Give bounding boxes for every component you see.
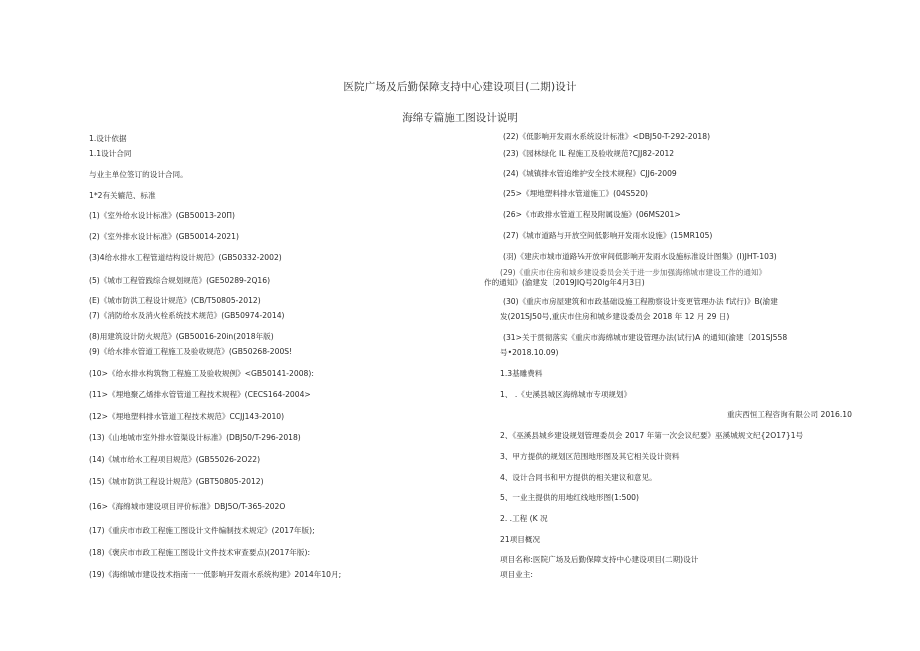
- reference-item: (17)《重庆市市政工程施工图设计文件编制技术规定》(2017年版);: [89, 526, 315, 535]
- reference-item: (31>关于贯彻落实《重庆市海绵城市建设管理办法(试行)A 的通知(渝建〔201SJ558: [503, 333, 788, 342]
- list-item: 1、 .《史溪县城区海绵城市专项规划》: [500, 390, 632, 399]
- reference-item: 发(201SJ50号,重庆市住房和城乡建设委员会 2018 年 12 月 29 日): [500, 312, 730, 321]
- reference-item: (30)《重庆市房屋建筑和市政基础设施工程勘察设计变更管理办法 f试行)》B(渝建: [503, 297, 778, 306]
- reference-item: (19)《海绵城市建设技术指南一一低影响开发雨水系统构建》2014年10月;: [89, 570, 342, 579]
- reference-item: (15)《城市防洪工程设计规范》(GBT50805-2012): [89, 477, 264, 486]
- reference-item: (13)《山地城市室外排水管渠设计标准》(DBJ50/T-296-2018): [89, 433, 301, 442]
- list-item: 5、一业主提供的用地红线地形图(1:500): [500, 493, 639, 502]
- reference-item: (5)《城市工程管践综合规划规范》(GE50289-2Q16): [89, 276, 271, 285]
- reference-item: (3)4给水排水工程管道结构设计规范》(GB50332-2002): [89, 253, 282, 262]
- reference-item: (1)《室外给水设计标准》(GB50013-20Π): [89, 211, 235, 220]
- reference-item: (2)《室外排水设计标准》(GB50014-2021): [89, 232, 239, 241]
- list-item: 4、设计合同书和甲方提供的相关建议和意见。: [500, 473, 657, 482]
- reference-item: (12>《埋地塑料排水管道工程技术规范》CCJJ143-2010): [89, 412, 285, 421]
- reference-item: (7)《消防给水及消火栓系统技术规范》(GB50974-2014): [89, 311, 285, 320]
- document-title: 医院广场及后勤保障支持中心建设项目(二期)设计: [343, 81, 577, 93]
- reference-item: (E)《城市防洪工程设计规范》(CB/T50805-2012): [89, 296, 261, 305]
- reference-item: (8)用建筑设计防火规范》(GB50016-20in(2018年版): [89, 332, 274, 341]
- list-item-source: 重庆西恒工程咨询有限公司 2016.10: [727, 410, 852, 419]
- clipped-line-container: [500, 570, 800, 578]
- subsection-heading: 21项目概况: [500, 535, 541, 544]
- reference-item: (29)《重庆市住房和城乡建设委员会关于进一步加强海绵城市建设工作的通知》: [500, 268, 767, 277]
- reference-item: 号•2018.10.09): [500, 348, 559, 357]
- list-item: 3、甲方提供的规划区范围地形图及其它相关设计资料: [500, 452, 680, 461]
- reference-item: (23)《园林绿化 IL 程施工及验收规范?CJJ82-2012: [503, 149, 675, 158]
- document-subtitle: 海绵专篇施工图设计说明: [402, 112, 518, 124]
- reference-item: (25>《埋地塑料排水管道施工》(04S520): [503, 189, 649, 198]
- reference-item: (羽)《建庆市城市道路⅛开放审间低影响开发雨水设施标准设计图集》(I)JHT-103): [503, 252, 777, 261]
- reference-item: (26>《市政排水管道工程及附属设施》(06MS201>: [503, 210, 681, 219]
- reference-item: (18)《褒庆市市政工程施工图设计文件技术审查要点)(2017年版):: [89, 548, 311, 557]
- list-item: 2、《巫溪县城乡建设规划管理委员会 2017 年第一次会议纪要》巫溪城规文纪{2O17}1号: [500, 431, 804, 440]
- reference-item: (24)《城镇排水管追维护安全技术规程》CJJ6-2009: [503, 169, 677, 178]
- reference-item: (14)《城市给水工程项目规范》(GB55026-2O22): [89, 455, 261, 464]
- reference-item: 作的通知》(渝建发〔2019JIQ号20lg年4月3日): [484, 278, 645, 287]
- section-heading: 2. .工程 (K 况: [500, 514, 548, 523]
- reference-item: (22)《低影响开发雨水系统设计标准》<DBJ50-T-292-2018): [503, 132, 711, 141]
- project-owner: 项目业主:: [500, 570, 533, 579]
- subsection-heading: 1.3基雕费料: [500, 369, 543, 378]
- reference-item: (11>《埋地聚乙烯排水管管道工程技术规程》(CECS164-2004>: [89, 390, 311, 399]
- reference-item: (9)《给水排水管道工程施工及验收规范》(GB50268-200S!: [89, 347, 293, 356]
- text-line: 与业主单位签订的设计合同。: [89, 170, 188, 179]
- reference-item: (27)《城市道路与开放空间低影响开发雨水设施》(15MR105): [503, 231, 713, 240]
- section-heading: 1.设计依据: [89, 134, 127, 143]
- subsection-heading: 1.1设计合同: [89, 149, 132, 158]
- project-name: 项目名称:医院广场及后勤保障支持中心建设项目(二期)设计: [500, 555, 699, 564]
- reference-item: (10>《给水排水构筑物工程施工及验收规例》<GB50141-2008):: [89, 369, 314, 378]
- reference-item: (16>《海绵城市建设项目评价标准》DBJ5O/T-365-202O: [89, 502, 286, 511]
- subsection-heading: 1*2有关辘范、标准: [89, 191, 156, 200]
